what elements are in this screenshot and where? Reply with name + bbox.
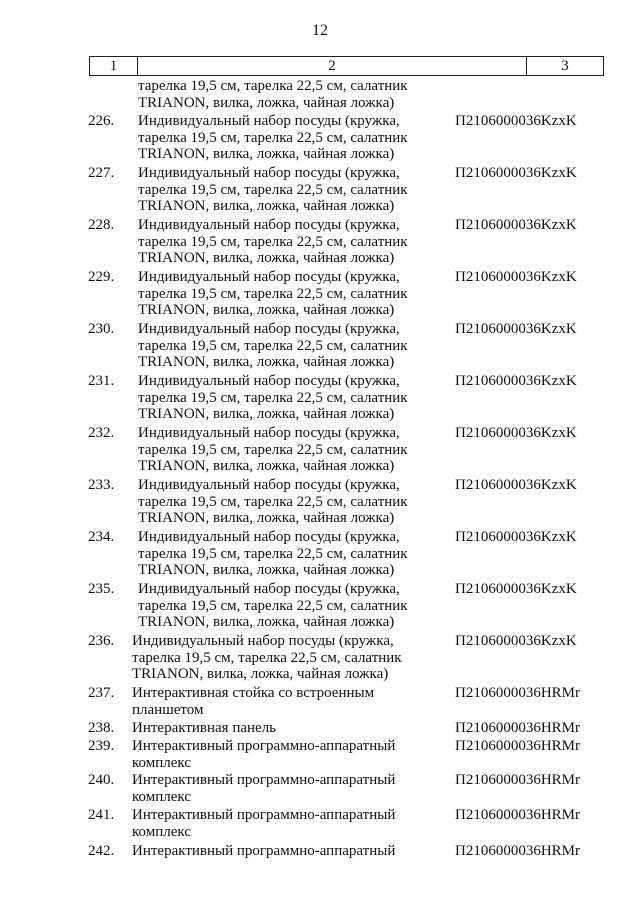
row-number: 240. <box>88 772 115 788</box>
row-code: П2106000036KzxK <box>455 321 577 337</box>
row-description: Индивидуальный набор посуды (кружка, тарелка 19,5 см, тарелка 22,5 см, салатник TRIANON, вилка, ложка, чайная ложка) <box>138 373 408 422</box>
header-col-3: 3 <box>561 58 569 74</box>
row-description: Индивидуальный набор посуды (кружка, тарелка 19,5 см, тарелка 22,5 см, салатник TRIANON, вилка, ложка, чайная ложка) <box>138 477 408 526</box>
row-number: 234. <box>88 529 115 545</box>
row-code: П2106000036KzxK <box>455 373 577 389</box>
row-code: П2106000036KzxK <box>455 425 577 441</box>
row-code: П2106000036KzxK <box>455 633 577 649</box>
row-description: Индивидуальный набор посуды (кружка, тарелка 19,5 см, тарелка 22,5 см, салатник TRIANON, вилка, ложка, чайная ложка) <box>138 425 408 474</box>
row-number: 232. <box>88 425 115 441</box>
row-description: Индивидуальный набор посуды (кружка, тарелка 19,5 см, тарелка 22,5 см, салатник TRIANON, вилка, ложка, чайная ложка) <box>138 165 408 214</box>
row-description: Интерактивный программно-аппаратный <box>132 843 396 859</box>
row-number: 233. <box>88 477 115 493</box>
row-number: 238. <box>88 720 115 736</box>
row-number: 235. <box>88 581 115 597</box>
continuation-text: тарелка 19,5 см, тарелка 22,5 см, салатник TRIANON, вилка, ложка, чайная ложка) <box>138 78 408 111</box>
row-code: П2106000036KzxK <box>455 165 577 181</box>
row-code: П2106000036KzxK <box>455 529 577 545</box>
row-code: П2106000036KzxK <box>455 477 577 493</box>
table-header <box>89 56 604 76</box>
row-description: Интерактивный программно-аппаратный комплекс <box>132 738 396 771</box>
row-code: П2106000036HRMr <box>455 738 581 754</box>
row-number: 242. <box>88 843 115 859</box>
row-description: Индивидуальный набор посуды (кружка, тарелка 19,5 см, тарелка 22,5 см, салатник TRIANON, вилка, ложка, чайная ложка) <box>138 269 408 318</box>
row-description: Интерактивная панель <box>132 720 277 736</box>
row-code: П2106000036HRMr <box>455 807 581 823</box>
row-description: Индивидуальный набор посуды (кружка, тарелка 19,5 см, тарелка 22,5 см, салатник TRIANON, вилка, ложка, чайная ложка) <box>138 217 408 266</box>
row-description: Индивидуальный набор посуды (кружка, тарелка 19,5 см, тарелка 22,5 см, салатник TRIANON, вилка, ложка, чайная ложка) <box>138 321 408 370</box>
row-number: 231. <box>88 373 115 389</box>
row-description: Интерактивный программно-аппаратный комплекс <box>132 807 396 840</box>
row-number: 237. <box>88 685 115 701</box>
row-description: Индивидуальный набор посуды (кружка, тарелка 19,5 см, тарелка 22,5 см, салатник TRIANON, вилка, ложка, чайная ложка) <box>138 113 408 162</box>
row-code: П2106000036HRMr <box>455 720 581 736</box>
row-description: Интерактивный программно-аппаратный комплекс <box>132 772 396 805</box>
row-code: П2106000036HRMr <box>455 685 581 701</box>
row-number: 239. <box>88 738 115 754</box>
row-code: П2106000036KzxK <box>455 581 577 597</box>
header-col-1: 1 <box>90 57 138 75</box>
row-description: Интерактивная стойка со встроенным планшетом <box>132 685 375 718</box>
header-col-2: 2 <box>138 57 527 75</box>
row-description: Индивидуальный набор посуды (кружка, тарелка 19,5 см, тарелка 22,5 см, салатник TRIANON, вилка, ложка, чайная ложка) <box>138 581 408 630</box>
row-description: Индивидуальный набор посуды (кружка, тарелка 19,5 см, тарелка 22,5 см, салатник TRIANON, вилка, ложка, чайная ложка) <box>132 633 402 682</box>
row-number: 230. <box>88 321 115 337</box>
row-number: 241. <box>88 807 115 823</box>
row-code: П2106000036KzxK <box>455 269 577 285</box>
row-code: П2106000036KzxK <box>455 113 577 129</box>
row-code: П2106000036KzxK <box>455 217 577 233</box>
row-description: Индивидуальный набор посуды (кружка, тарелка 19,5 см, тарелка 22,5 см, салатник TRIANON, вилка, ложка, чайная ложка) <box>138 529 408 578</box>
page-number: 12 <box>312 22 328 39</box>
row-code: П2106000036HRMr <box>455 843 581 859</box>
row-number: 226. <box>88 113 115 129</box>
row-number: 228. <box>88 217 115 233</box>
row-number: 236. <box>88 633 115 649</box>
row-number: 227. <box>88 165 115 181</box>
row-code: П2106000036HRMr <box>455 772 581 788</box>
row-number: 229. <box>88 269 115 285</box>
